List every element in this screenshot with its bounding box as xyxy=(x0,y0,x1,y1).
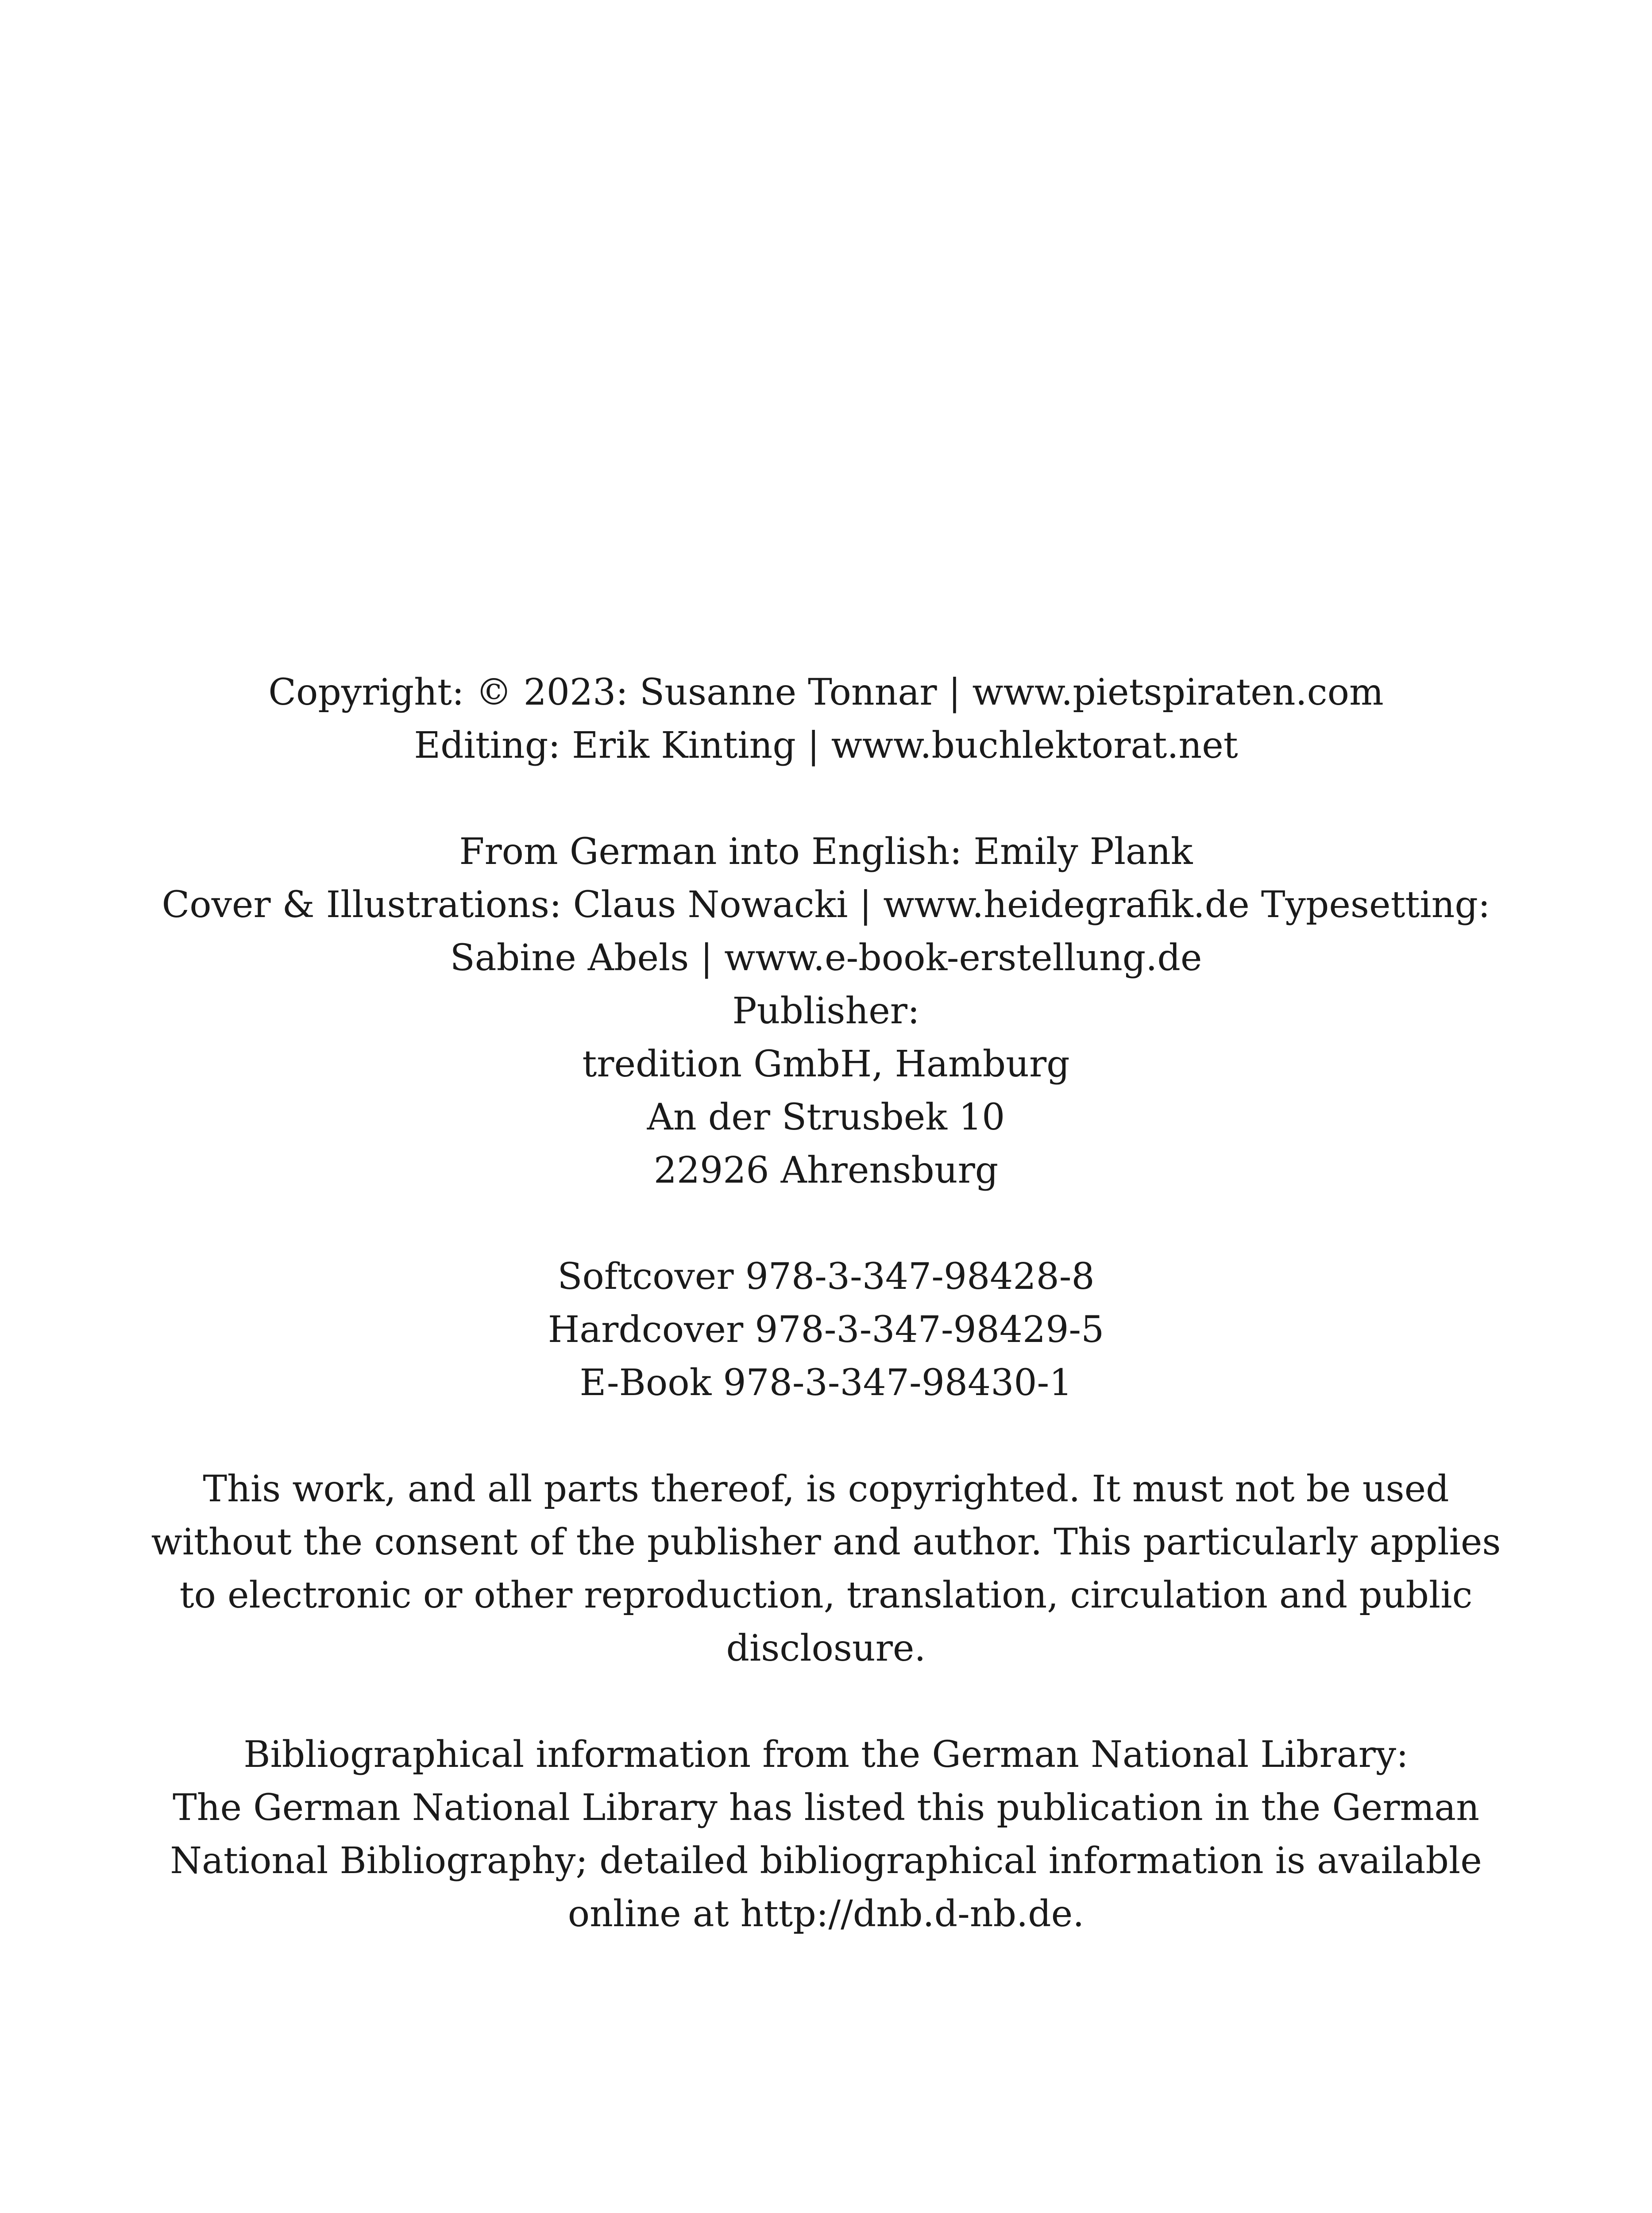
translation-line: From German into English: Emily Plank xyxy=(459,831,1193,873)
cover-illustrations-line: Cover & Illustrations: Claus Nowacki | www.heidegrafik.de Typesetting: xyxy=(162,884,1490,926)
isbn-block xyxy=(0,1250,1652,1410)
publisher-street: An der Strusbek 10 xyxy=(647,1096,1005,1138)
rights-line: This work, and all parts thereof, is copyrighted. It must not be used xyxy=(203,1468,1449,1510)
bibliography-line: The German National Library has listed this publication in the German xyxy=(172,1787,1480,1829)
bibliography-block xyxy=(0,1728,1652,1941)
copyright-line: Copyright: © 2023: Susanne Tonnar | www.pietspiraten.com xyxy=(268,671,1384,713)
bibliography-line: online at http://dnb.d-nb.de. xyxy=(567,1893,1085,1935)
spacer xyxy=(0,772,1652,825)
spacer xyxy=(0,1675,1652,1728)
isbn-softcover: Softcover 978-3-347-98428-8 xyxy=(557,1256,1095,1298)
copyright-block xyxy=(0,666,1652,772)
isbn-hardcover: Hardcover 978-3-347-98429-5 xyxy=(548,1309,1104,1351)
rights-line: disclosure. xyxy=(726,1627,926,1669)
typesetting-line: Sabine Abels | www.e-book-erstellung.de xyxy=(450,937,1202,979)
spacer xyxy=(0,1410,1652,1463)
isbn-ebook: E-Book 978-3-347-98430-1 xyxy=(579,1362,1073,1404)
publisher-city: 22926 Ahrensburg xyxy=(653,1149,999,1191)
rights-line: to electronic or other reproduction, translation, circulation and public xyxy=(179,1574,1473,1616)
bibliography-line: Bibliographical information from the German National Library: xyxy=(243,1734,1409,1776)
bibliography-line: National Bibliography; detailed bibliographical information is available xyxy=(170,1840,1482,1882)
editing-line: Editing: Erik Kinting | www.buchlektorat.net xyxy=(414,725,1238,767)
rights-line: without the consent of the publisher and author. This particularly applies xyxy=(151,1521,1501,1563)
publisher-name: tredition GmbH, Hamburg xyxy=(582,1043,1070,1085)
credits-block xyxy=(0,825,1652,1197)
spacer xyxy=(0,1197,1652,1250)
imprint-text xyxy=(0,666,1652,1941)
rights-block xyxy=(0,1463,1652,1675)
publisher-label: Publisher: xyxy=(732,990,920,1032)
